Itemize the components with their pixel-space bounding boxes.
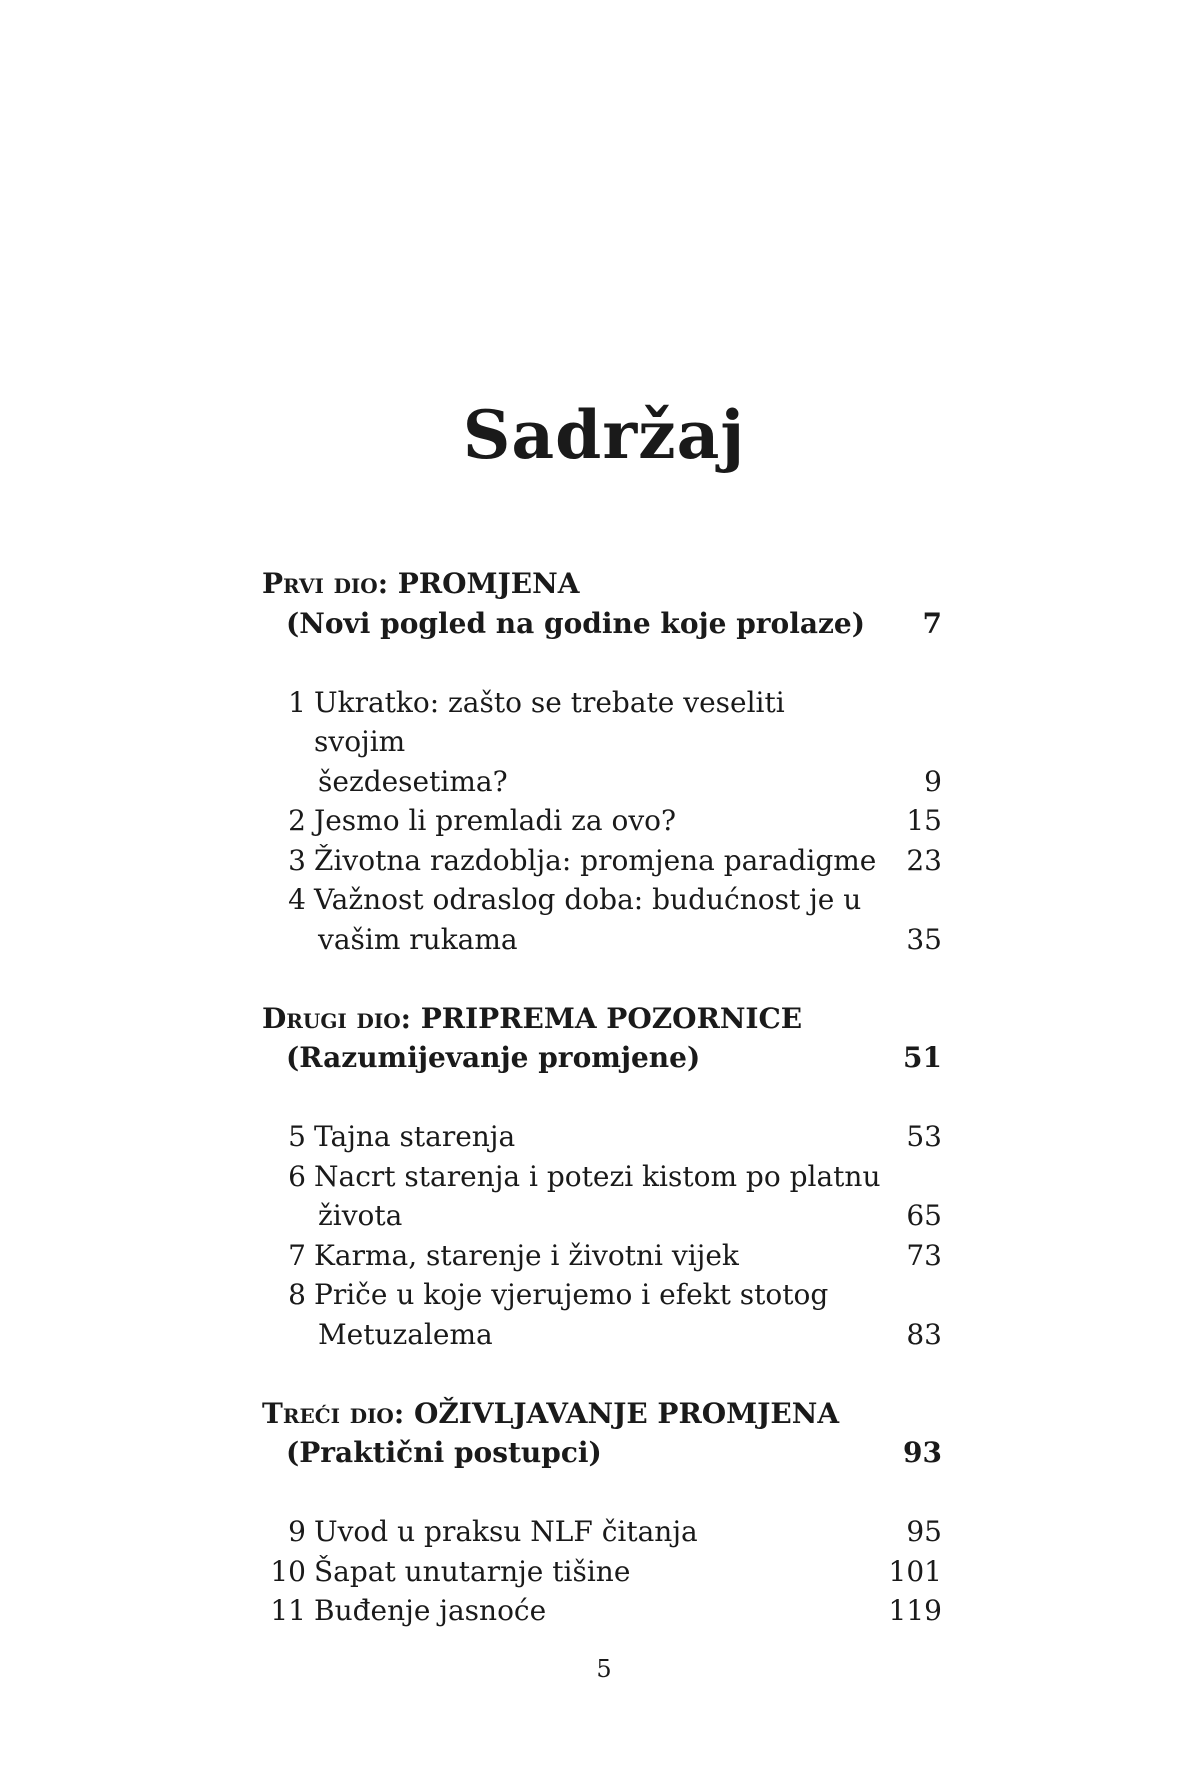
toc-entry[interactable] xyxy=(262,1275,942,1354)
chapter-number: 8 xyxy=(288,1278,306,1311)
chapter-number: 7 xyxy=(288,1238,306,1272)
part-page-number: 51 xyxy=(903,1041,942,1074)
chapter-page: 53 xyxy=(906,1120,942,1153)
part-heading xyxy=(262,564,942,604)
part-1 xyxy=(262,564,942,643)
chapter-list xyxy=(262,1512,942,1631)
toc-entry[interactable] xyxy=(262,1157,942,1236)
chapter-number: 5 xyxy=(288,1120,306,1153)
chapter-page: 15 xyxy=(906,804,942,837)
chapter-page: 65 xyxy=(906,1199,942,1232)
part-label: Prvi dio: xyxy=(262,567,389,600)
part-label: Treći dio: xyxy=(262,1396,405,1430)
chapter-title: Nacrt starenja i potezi kistom po platnu života xyxy=(314,1159,881,1232)
chapter-title: Priče u koje vjerujemo i efekt stotog Metuzalema xyxy=(314,1278,829,1351)
chapter-page: 35 xyxy=(906,922,942,956)
page-number: 5 xyxy=(596,1655,612,1683)
part-name: PROMJENA xyxy=(397,567,580,600)
chapter-page: 119 xyxy=(888,1594,942,1627)
chapter-list xyxy=(262,683,942,960)
toc-entry[interactable] xyxy=(262,1236,942,1276)
chapter-title: Tajna starenja xyxy=(314,1120,516,1153)
toc-entry[interactable] xyxy=(262,683,942,802)
chapter-page: 9 xyxy=(924,764,942,798)
part-subtitle-row[interactable] xyxy=(262,1038,942,1078)
toc-entry[interactable] xyxy=(262,880,942,959)
page-title: Sadržaj xyxy=(462,396,746,475)
chapter-number: 3 xyxy=(288,843,306,877)
chapter-title: Buđenje jasnoće xyxy=(314,1594,547,1627)
toc-entry[interactable] xyxy=(262,801,942,841)
part-subtitle-row[interactable] xyxy=(262,604,942,644)
part-subtitle: (Novi pogled na godine koje prolaze) xyxy=(286,606,865,640)
part-subtitle-row[interactable] xyxy=(262,1433,942,1473)
part-label: Drugi dio: xyxy=(262,1001,411,1035)
chapter-list xyxy=(262,1117,942,1354)
chapter-number: 6 xyxy=(288,1159,306,1193)
toc-entry[interactable] xyxy=(262,1591,942,1631)
part-page-number: 93 xyxy=(903,1436,942,1469)
chapter-title: Jesmo li premladi za ovo? xyxy=(314,804,677,837)
chapter-number: 2 xyxy=(288,804,306,837)
chapter-page: 101 xyxy=(888,1554,942,1588)
toc-entry[interactable] xyxy=(262,1117,942,1157)
chapter-page: 23 xyxy=(906,843,942,877)
chapter-title: Ukratko: zašto se trebate veseliti svojim šezdesetima? xyxy=(314,685,785,798)
part-page-number: 7 xyxy=(922,606,942,640)
chapter-number: 4 xyxy=(288,883,306,916)
part-subtitle: (Razumijevanje promjene) xyxy=(286,1041,701,1074)
part-subtitle: (Praktični postupci) xyxy=(286,1436,602,1469)
chapter-number: 9 xyxy=(288,1515,306,1548)
chapter-title: Karma, starenje i životni vijek xyxy=(314,1238,739,1272)
chapter-title: Važnost odraslog doba: budućnost je u vašim rukama xyxy=(314,883,862,956)
chapter-number: 11 xyxy=(270,1594,306,1627)
chapter-page: 73 xyxy=(906,1238,942,1272)
toc-entry[interactable] xyxy=(262,841,942,881)
chapter-title: Šapat unutarnje tišine xyxy=(314,1554,631,1588)
part-heading xyxy=(262,999,942,1039)
chapter-title: Životna razdoblja: promjena paradigme xyxy=(314,843,877,877)
part-3 xyxy=(262,1394,942,1473)
chapter-page: 83 xyxy=(906,1317,942,1351)
chapter-number: 1 xyxy=(288,685,306,719)
part-heading xyxy=(262,1394,942,1434)
chapter-title: Uvod u praksu NLF čitanja xyxy=(314,1515,698,1548)
part-2 xyxy=(262,999,942,1078)
part-name: OŽIVLJAVANJE PROMJENA xyxy=(413,1396,840,1430)
chapter-page: 95 xyxy=(906,1515,942,1548)
part-name: PRIPREMA POZORNICE xyxy=(420,1001,803,1035)
table-of-contents xyxy=(262,564,942,1670)
chapter-number: 10 xyxy=(270,1554,306,1588)
toc-entry[interactable] xyxy=(262,1512,942,1552)
toc-entry[interactable] xyxy=(262,1552,942,1592)
